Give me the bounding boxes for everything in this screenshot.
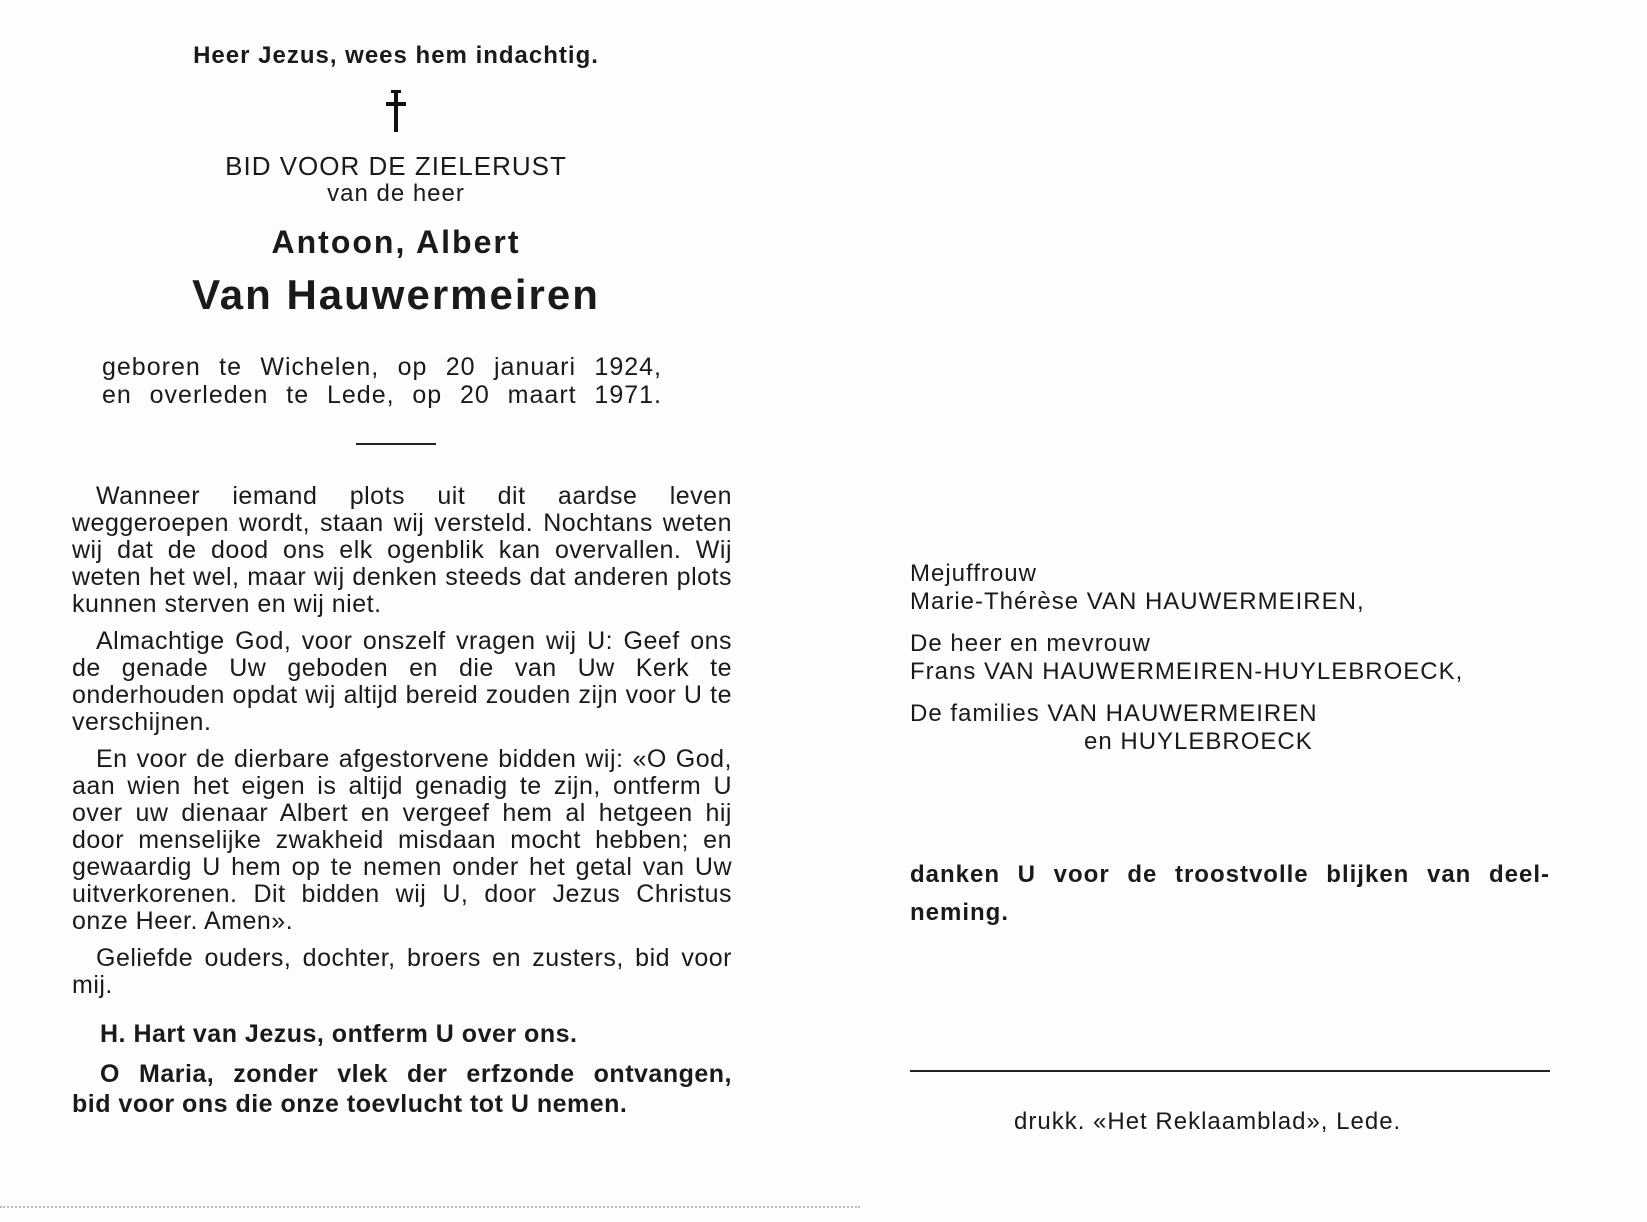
paragraph-3: En voor de dierbare afgestorvene bidden wij: «O God, aan wien het eigen is altijd genadig te zijn, ontferm U over uw dienaar Albert en vergeef hem al hetgeen hij door menselijke zwakheid misdaan mocht hebben; en gewaardig U hem op te nemen onder het getal van Uw uitverkorenen. Dit bidden wij U, door Jezus Christus onze Heer. Amen». bbox=[72, 745, 732, 935]
thanks-line-1: danken U voor de troostvolle blijken van deel- bbox=[910, 861, 1550, 888]
family-2-line-2: Frans VAN HAUWERMEIREN-HUYLEBROECK, bbox=[910, 658, 1464, 685]
family-2-line-1: De heer en mevrouw bbox=[910, 630, 1151, 657]
family-1-line-2: Marie-Thérèse VAN HAUWERMEIREN, bbox=[910, 588, 1365, 615]
invocation: Heer Jezus, wees hem indachtig. bbox=[193, 42, 599, 69]
thanks-text bbox=[910, 856, 1550, 932]
bid-title: BID VOOR DE ZIELERUST bbox=[225, 151, 567, 181]
ejaculation-maria-line2: bid voor ons die onze toevlucht tot U nemen. bbox=[72, 1090, 628, 1118]
scan-edge-marks bbox=[0, 1204, 860, 1208]
long-divider bbox=[910, 1070, 1550, 1072]
ejaculation-maria-line1: O Maria, zonder vlek der erfzonde ontvangen, bbox=[100, 1060, 732, 1088]
paragraph-4: Geliefde ouders, dochter, broers en zusters, bid voor mij. bbox=[72, 944, 732, 999]
latin-cross-icon bbox=[386, 90, 406, 132]
right-panel bbox=[910, 560, 1570, 1136]
family-3-line-1: De families VAN HAUWERMEIREN bbox=[910, 700, 1318, 727]
paragraph-2: Almachtige God, voor onszelf vragen wij U: Geef ons de genade Uw geboden en die van Uw Kerk te onderhouden opdat wij altijd bereid zouden zijn voor U te verschijnen. bbox=[72, 627, 732, 736]
paragraph-1: Wanneer iemand plots uit dit aardse leven weggeroepen wordt, staan wij versteld. Nochtans weten wij dat de dood ons elk ogenblik kan overvallen. Wij weten het wel, maar wij denken steeds dat anderen plots kunnen sterven en wij niet. bbox=[72, 482, 732, 618]
family-entry-1 bbox=[910, 560, 1570, 616]
thanks-line-2: neming. bbox=[910, 899, 1010, 926]
prayer-text bbox=[60, 483, 732, 999]
ejaculation-sacred-heart: H. Hart van Jezus, ontferm U over ons. bbox=[100, 1020, 578, 1048]
born-line: geboren te Wichelen, op 20 januari 1924, bbox=[102, 353, 662, 381]
bid-subtitle: van de heer bbox=[327, 180, 465, 207]
family-entry-2 bbox=[910, 630, 1570, 686]
family-entry-3 bbox=[910, 700, 1570, 756]
family-1-line-1: Mejuffrouw bbox=[910, 560, 1037, 587]
birth-death-dates bbox=[60, 353, 662, 409]
ejaculation-maria bbox=[60, 1059, 732, 1119]
died-line: en overleden te Lede, op 20 maart 1971. bbox=[102, 381, 662, 409]
left-panel bbox=[60, 30, 732, 1119]
printer-credit: drukk. «Het Reklaamblad», Lede. bbox=[1014, 1108, 1402, 1135]
deceased-surname: Van Hauwermeiren bbox=[192, 271, 600, 318]
deceased-first-names: Antoon, Albert bbox=[271, 224, 521, 260]
family-3-line-2: en HUYLEBROECK bbox=[1084, 728, 1313, 755]
short-divider bbox=[356, 443, 436, 445]
